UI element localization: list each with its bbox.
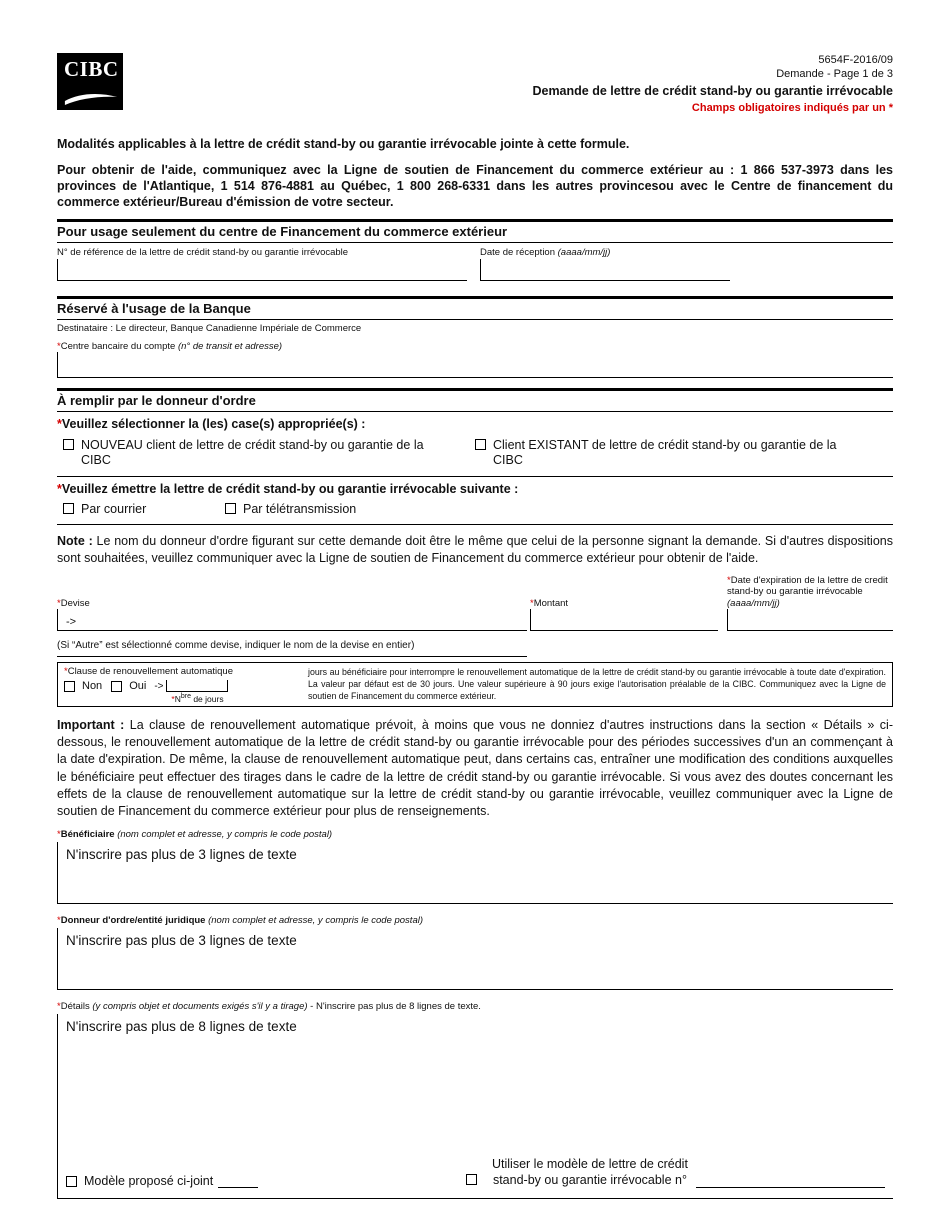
account-banking-centre-input[interactable] — [57, 352, 893, 378]
page-indicator: Demande - Page 1 de 3 — [776, 68, 893, 81]
auto-renewal-section — [57, 662, 893, 707]
cibc-logo-text: CIBC — [64, 57, 119, 81]
new-client-option[interactable]: NOUVEAU client de lettre de crédit stand-by ou garantie de la CIBC — [63, 438, 475, 469]
details-placeholder: N'inscrire pas plus de 8 lignes de texte — [66, 1019, 297, 1035]
required-asterisk: * — [727, 575, 731, 587]
teletransmission-option[interactable]: Par télétransmission — [225, 502, 356, 518]
required-asterisk: * — [57, 915, 61, 927]
existing-client-option[interactable]: Client EXISTANT de lettre de crédit stand-by ou garantie de la CIBC — [475, 438, 841, 469]
amount-fields — [57, 575, 893, 631]
amount-label: *Montant — [530, 597, 569, 609]
reception-date-input[interactable] — [480, 259, 730, 281]
template-number-input[interactable] — [696, 1173, 885, 1188]
section-applicant — [57, 388, 893, 525]
details-label: *Détails (y compris objet et documents exigés s'il y a tirage) - N'inscrire pas plus de 8 lignes de texte. — [57, 1001, 481, 1013]
currency-label: *Devise — [57, 597, 90, 609]
note-paragraph: Note : Le nom du donneur d'ordre figurant sur cette demande doit être le même que celui de la personne signant la demande. Si d'autres dispositions sont souhaitées, veuillez communiquer avec la Ligne de soutien de Financement du commerce extérieur pour obtenir de l'aide. — [57, 533, 893, 565]
model-attached-option[interactable]: Modèle proposé ci-joint — [66, 1173, 374, 1188]
renewal-no-option[interactable]: Non — [64, 680, 102, 692]
days-notice-input[interactable] — [166, 680, 228, 692]
section-applicant-title: À remplir par le donneur d'ordre — [57, 391, 893, 412]
reference-number-label: N° de référence de la lettre de crédit stand-by ou garantie irrévocable — [57, 247, 349, 259]
divider — [57, 524, 893, 525]
use-template-label: Utiliser le modèle de lettre de crédit stand-by ou garantie irrévocable n° — [492, 1156, 688, 1188]
cibc-logo-swoosh-icon — [64, 92, 118, 106]
mail-option[interactable]: Par courrier — [63, 502, 225, 518]
mail-checkbox[interactable] — [63, 503, 74, 514]
required-asterisk: * — [171, 693, 175, 704]
select-case-prompt: *Veuillez sélectionner la (les) case(s) appropriée(s) : — [57, 416, 366, 431]
teletransmission-checkbox[interactable] — [225, 503, 236, 514]
section-bank-title: Réservé à l'usage de la Banque — [57, 299, 893, 320]
note-label: Note : — [57, 533, 97, 548]
expiry-date-label: *Date d'expiration de la lettre de credit stand-by ou garantie irrévocable (aaaa/mm/jj) — [727, 575, 888, 609]
divider — [57, 476, 893, 477]
applicant-entity-placeholder: N'inscrire pas plus de 3 lignes de texte — [66, 933, 297, 949]
applicant-entity-input[interactable] — [57, 928, 893, 990]
form-page — [57, 0, 893, 1199]
required-asterisk: * — [57, 829, 61, 841]
required-asterisk: * — [57, 340, 61, 352]
renewal-yes-checkbox[interactable] — [111, 681, 122, 692]
template-options — [66, 1156, 885, 1189]
issue-method-prompt: *Veuillez émettre la lettre de crédit stand-by ou garantie irrévocable suivante : — [57, 482, 519, 497]
days-notice-label: $*N^{bre}$ de jours — [171, 692, 224, 704]
important-paragraph: Important : La clause de renouvellement automatique prévoit, à moins que vous ne donniez d'autres instructions dans la section « Détails » ci-dessous, le renouvellement automatique de la lettre de crédit stand-by ou garantie irrévocable pour des périodes successives d'un an commençant à la date d'expiration. De même, la clause de renouvellement automatique peut, dans certains cas, entraîner une modification des conditions auxquelles le bénéficiaire peut effectuer des tirages dans le cadre de la lettre de crédit stand-by ou garantie irrévocable. Si vous avez des doutes concernant les effets de la clause de renouvellement automatique sur la lettre de crédit stand-by ou garantie irrévocable, veuillez communiquer avec la Ligne de soutien de Financement du commerce extérieur pour plus de renseignements. — [57, 717, 893, 819]
renewal-terms-text: jours au bénéficiaire pour interrompre le renouvellement automatique de la lettre de crédit stand-by ou garantie irrévocable à toute date d'expiration. La valeur par défaut est de 30 jours. Une valeur supérieure à 90 jours exige l'autorisation préalable de la CIBC. Communiquez avec la Ligne de soutien de Financement du commerce extérieur. — [308, 666, 886, 702]
terms-note: Modalités applicables à la lettre de crédit stand-by ou garantie irrévocable jointe à cette formule. — [57, 137, 630, 152]
required-fields-note: Champs obligatoires indiqués par un * — [691, 101, 893, 114]
other-currency-input[interactable] — [57, 633, 527, 657]
required-asterisk: * — [57, 597, 61, 609]
beneficiary-placeholder: N'inscrire pas plus de 3 lignes de texte — [66, 847, 297, 863]
use-template-option[interactable] — [466, 1156, 885, 1189]
required-asterisk: * — [57, 482, 62, 497]
currency-select[interactable] — [57, 609, 527, 631]
model-attached-checkbox[interactable] — [66, 1176, 77, 1187]
reception-date-label: Date de réception (aaaa/mm/jj) — [480, 247, 611, 259]
beneficiary-group — [57, 829, 893, 904]
arrow-icon: -> — [154, 680, 164, 692]
addressee-text: Destinataire : Le directeur, Banque Canadienne Impériale de Commerce — [57, 322, 362, 334]
renewal-no-checkbox[interactable] — [64, 681, 75, 692]
header-meta — [532, 53, 893, 115]
beneficiary-label: *Bénéficiaire (nom complet et adresse, y compris le code postal) — [57, 829, 333, 841]
required-asterisk: * — [57, 416, 62, 431]
details-input[interactable] — [57, 1014, 893, 1199]
model-attached-line[interactable] — [218, 1173, 258, 1188]
section-ftc — [57, 219, 893, 280]
important-label: Important : — [57, 717, 130, 732]
expiry-date-input[interactable] — [727, 609, 893, 631]
renewal-yes-option[interactable]: Oui — [111, 680, 146, 692]
beneficiary-input[interactable] — [57, 842, 893, 904]
renewal-clause-label: *Clause de renouvellement automatique — [64, 665, 234, 677]
section-bank — [57, 296, 893, 378]
form-title: Demande de lettre de crédit stand-by ou garantie irrévocable — [532, 83, 893, 98]
days-notice-field — [166, 680, 228, 704]
required-asterisk: * — [64, 665, 68, 677]
section-ftc-title: Pour usage seulement du centre de Financement du commerce extérieur — [57, 222, 893, 243]
dropdown-arrow-icon: -> — [66, 615, 77, 628]
header — [57, 53, 893, 115]
new-client-checkbox[interactable] — [63, 439, 74, 450]
form-number: 5654F-2016/09 — [818, 54, 893, 66]
existing-client-checkbox[interactable] — [475, 439, 486, 450]
reference-number-input[interactable] — [57, 259, 467, 281]
applicant-entity-group — [57, 915, 893, 990]
required-asterisk: * — [530, 597, 534, 609]
applicant-entity-label: *Donneur d'ordre/entité juridique (nom complet et adresse, y compris le code postal) — [57, 915, 424, 927]
amount-input[interactable] — [530, 609, 718, 631]
use-template-checkbox[interactable] — [466, 1174, 477, 1185]
other-currency-note: (Si “Autre” est sélectionné comme devise, indiquer le nom de la devise en entier) — [57, 639, 415, 651]
details-group — [57, 1001, 893, 1199]
cibc-logo — [57, 53, 123, 110]
help-note: Pour obtenir de l'aide, communiquez avec la Ligne de soutien de Financement du commerce extérieur au : 1 866 537-3973 dans les provinces de l'Atlantique, 1 514 876-4881 au Québec, 1 800 268-6331 dans les autres provincesou avec le Centre de financement du commerce extérieur/Bureau d'émission de votre secteur. — [57, 163, 893, 209]
banking-centre-label: *Centre bancaire du compte (n° de transit et adresse) — [57, 340, 283, 352]
required-asterisk: * — [57, 1001, 61, 1013]
